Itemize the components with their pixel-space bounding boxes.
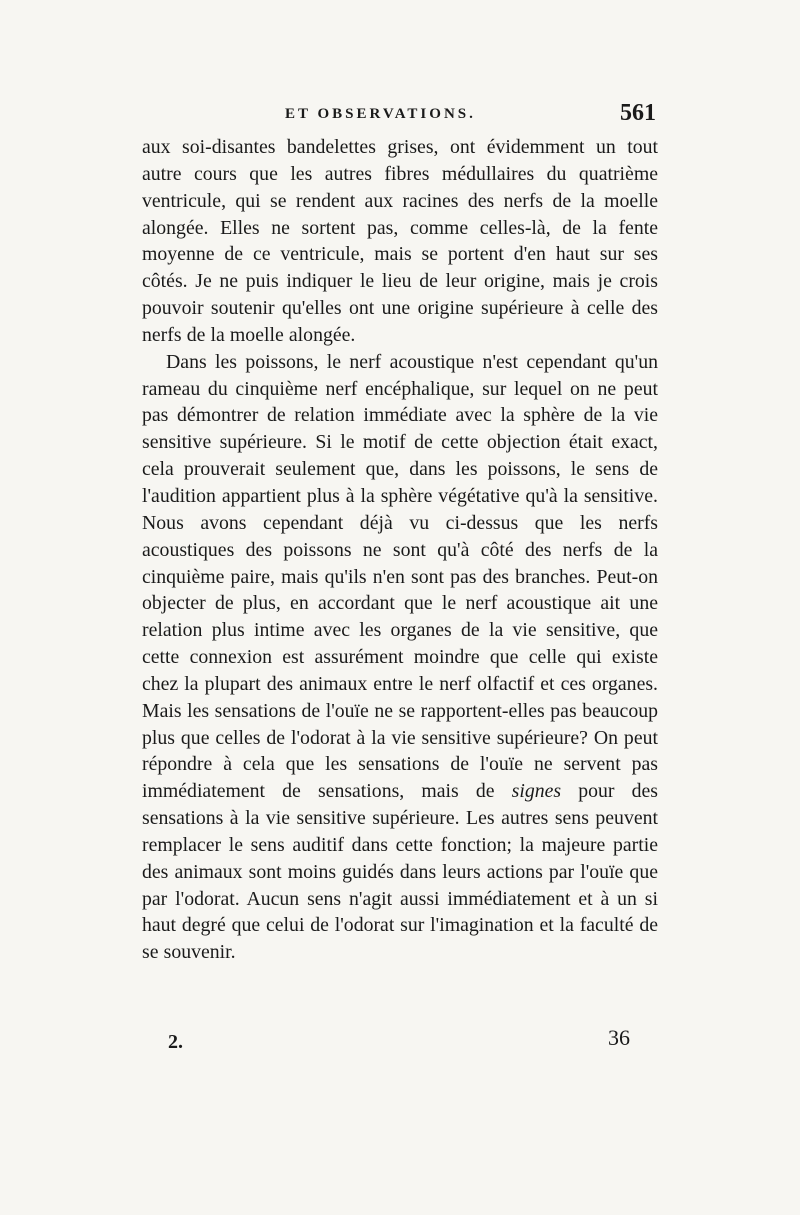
paragraph-continuation: aux soi-disantes bandelettes grises, ont évidemment un tout autre cours que les autres fibres médullaires du quatrième ventricule, qui se rendent aux racines des nerfs de la moelle alongée. Elles ne sortent pas, comme celles-là, de la fente moyenne de ce ventricule, mais se portent d'en haut sur ses côtés. Je ne puis indiquer le lieu de leur origine, mais je crois pouvoir soutenir qu'elles ont une origine supérieure à celle des nerfs de la moelle alongée. [142, 136, 658, 346]
paragraph-text-part2: pour des sensations à la vie sensitive supérieure. Les autres sens peuvent remplacer le sens auditif dans cette fonction; la majeure partie des animaux sont moins guidés dans leurs actions par l'ouïe que par l'odorat. Aucun sens n'agit aussi immédiatement et à un si haut degré que celui de l'odorat sur l'imagination et la faculté de se souvenir. [142, 780, 659, 964]
body-text [142, 134, 658, 966]
page-number: 561 [620, 100, 656, 126]
running-head [142, 100, 658, 130]
signature-mark: 2. [168, 1031, 183, 1053]
paragraph-text-part1: Dans les poissons, le nerf acoustique n'est cependant qu'un rameau du cinquième nerf encéphalique, sur lequel on ne peut pas démontrer de relation immédiate avec la sphère de la vie sensitive supérieure. Si le motif de cette objection était exact, cela prouverait seulement que, dans les poissons, le sens de l'audition appartient plus à la sphère végétative qu'à la sensitive. Nous avons cependant déjà vu ci-dessus que les nerfs acoustiques des poissons ne sont qu'à côté des nerfs de la cinquième paire, mais qu'ils n'en sont pas des branches. Peut-on objecter de plus, en accordant que le nerf acoustique ait une relation plus intime avec les organes de la vie sensitive, que cette connexion est assurément moindre que celle qui existe chez la plupart des animaux entre le nerf olfactif et ces organes. Mais les sensations de l'ouïe ne se rapportent-elles pas beaucoup plus que celles de l'odorat à la vie sensitive supérieure? On peut répondre à cela que les sensations de l'ouïe ne servent pas immédiatement de sensations, mais de [142, 350, 658, 803]
emphasized-word: signes [511, 780, 562, 803]
page-footer [142, 1025, 658, 1059]
book-page [142, 92, 658, 1072]
paragraph-poissons [142, 349, 658, 966]
sheet-number: 36 [608, 1025, 630, 1050]
running-title: ET OBSERVATIONS. [285, 106, 476, 122]
